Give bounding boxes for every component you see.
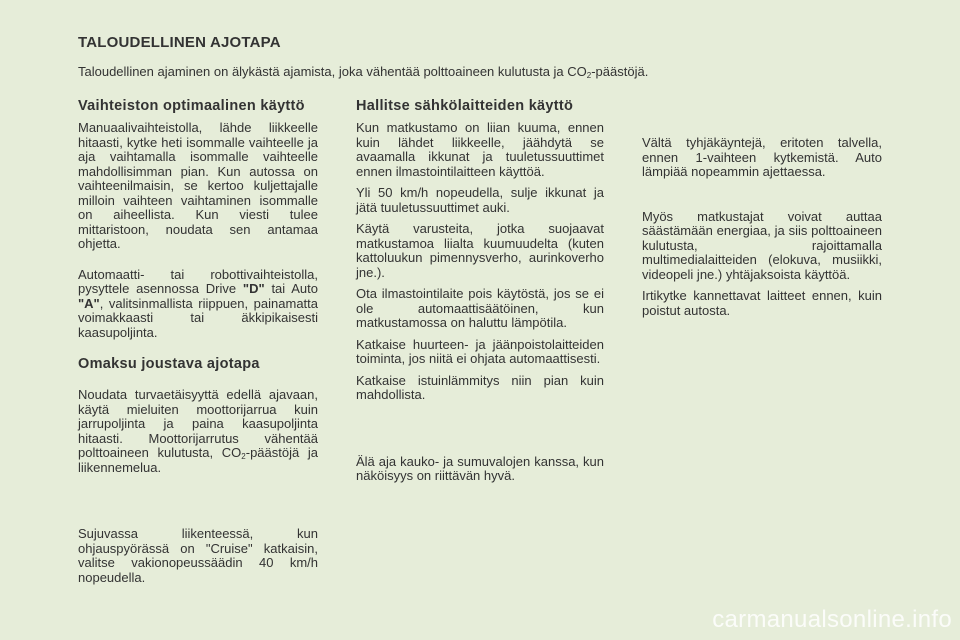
paragraph-automatic-gearbox [78, 268, 318, 341]
co2-subscript: 2 [241, 452, 246, 461]
paragraph-equipment: Käytä varusteita, jotka suojaavat matkustamoa liialta kuumuudelta (kuten kattoluukun pimennysverho, aurinkoverho jne.). [356, 221, 604, 280]
paragraph-defrost: Katkaise huurteen- ja jäänpoistolaitteiden toiminta, jos niitä ei ohjata automaattisesti. [356, 336, 604, 366]
paragraph-seat-heating: Katkaise istuinlämmitys niin pian kuin mahdollista. [356, 372, 604, 402]
paragraph-cabin-hot: Kun matkustamo on liian kuuma, ennen kuin lähdet liikkeelle, jäähdytä se avaamalla ikkunat ja tuuletussuuttimet ennen ilmastointilaitteen käyttöä. [356, 120, 604, 179]
column-misc [642, 136, 882, 318]
paragraph-cruise: Sujuvassa liikenteessä, kun ohjauspyörässä on "Cruise" katkaisin, valitse vakionopeussäädin 40 km/h nopeudella. [78, 526, 318, 585]
column-electrical [356, 98, 604, 484]
heading-driving-style: Omaksu joustava ajotapa [78, 356, 260, 372]
intro-text [78, 64, 918, 79]
safety-text-a: Noudata turvaetäisyyttä edellä ajavaan, käytä mieluiten moottorijarrua kuin jarrupoljinta ja paina kaasupoljinta hitaasti. Moottorijarrutus vähentää polttoaineen kulutusta, CO [78, 387, 318, 460]
auto-text-e: , valitsinmallista riippuen, painamatta voimakkaasti tai äkkipikaisesti kaasupoljinta. [78, 295, 318, 340]
intro-after: -päästöjä. [591, 64, 649, 79]
heading-electrical: Hallitse sähkölaitteiden käyttö [356, 98, 574, 114]
heading-gearbox: Vaihteiston optimaalinen käyttö [78, 98, 305, 114]
drive-label: "D" [242, 281, 265, 296]
intro-before: Taloudellinen ajaminen on älykästä ajamista, joka vähentää polttoaineen kulutusta ja CO [78, 64, 587, 79]
paragraph-lights: Älä aja kauko- ja sumuvalojen kanssa, kun näköisyys on riittävän hyvä. [356, 453, 604, 483]
paragraph-windows: Yli 50 km/h nopeudella, sulje ikkunat ja jätä tuuletussuuttimet auki. [356, 185, 604, 215]
auto-label: "A" [78, 295, 100, 311]
paragraph-idling: Vältä tyhjäkäyntejä, eritoten talvella, ennen 1-vaihteen kytkemistä. Auto lämpiää nopeammin ajettaessa. [642, 135, 882, 179]
auto-text-c: tai Auto [264, 281, 318, 296]
column-gearbox [78, 98, 318, 585]
paragraph-safety-distance [78, 388, 318, 475]
page-title: TALOUDELLINEN AJOTAPA [78, 34, 281, 51]
paragraph-air-conditioning: Ota ilmastointilaite pois käytöstä, jos se ei ole automaattisäätöinen, kun matkustamossa on haluttu lämpötila. [356, 286, 604, 330]
watermark: carmanualsonline.info [712, 606, 952, 633]
safety-text-b: -päästöjä ja liikennemelua. [78, 445, 318, 475]
paragraph-manual-gearbox: Manuaalivaihteistolla, lähde liikkeelle hitaasti, kytke heti isommalle vaihteelle ja aja vaihtamalla isommalle vaihteelle mahdollisimman pian. Kun autossa on vaihteenilmaisin, se kertoo kuljettajalle milloin vaihteen vaihtaminen isommalle on aiheellista. Kun viesti tulee mittaristoon, noudata sen antamaa ohjetta. [78, 120, 318, 251]
paragraph-disconnect: Irtikytke kannettavat laitteet ennen, kuin poistut autosta. [642, 288, 882, 318]
paragraph-passengers: Myös matkustajat voivat auttaa säästämään energiaa, ja siis polttoaineen kulutusta, rajoittamalla multimedialaitteiden (elokuva, musiikki, videopeli jne.) yhtäjaksoista käyttöä. [642, 208, 882, 282]
auto-text-a: Automaatti- tai robottivaihteistolla, pysyttele asennossa Drive [78, 266, 318, 296]
intro-subscript: 2 [586, 71, 592, 80]
